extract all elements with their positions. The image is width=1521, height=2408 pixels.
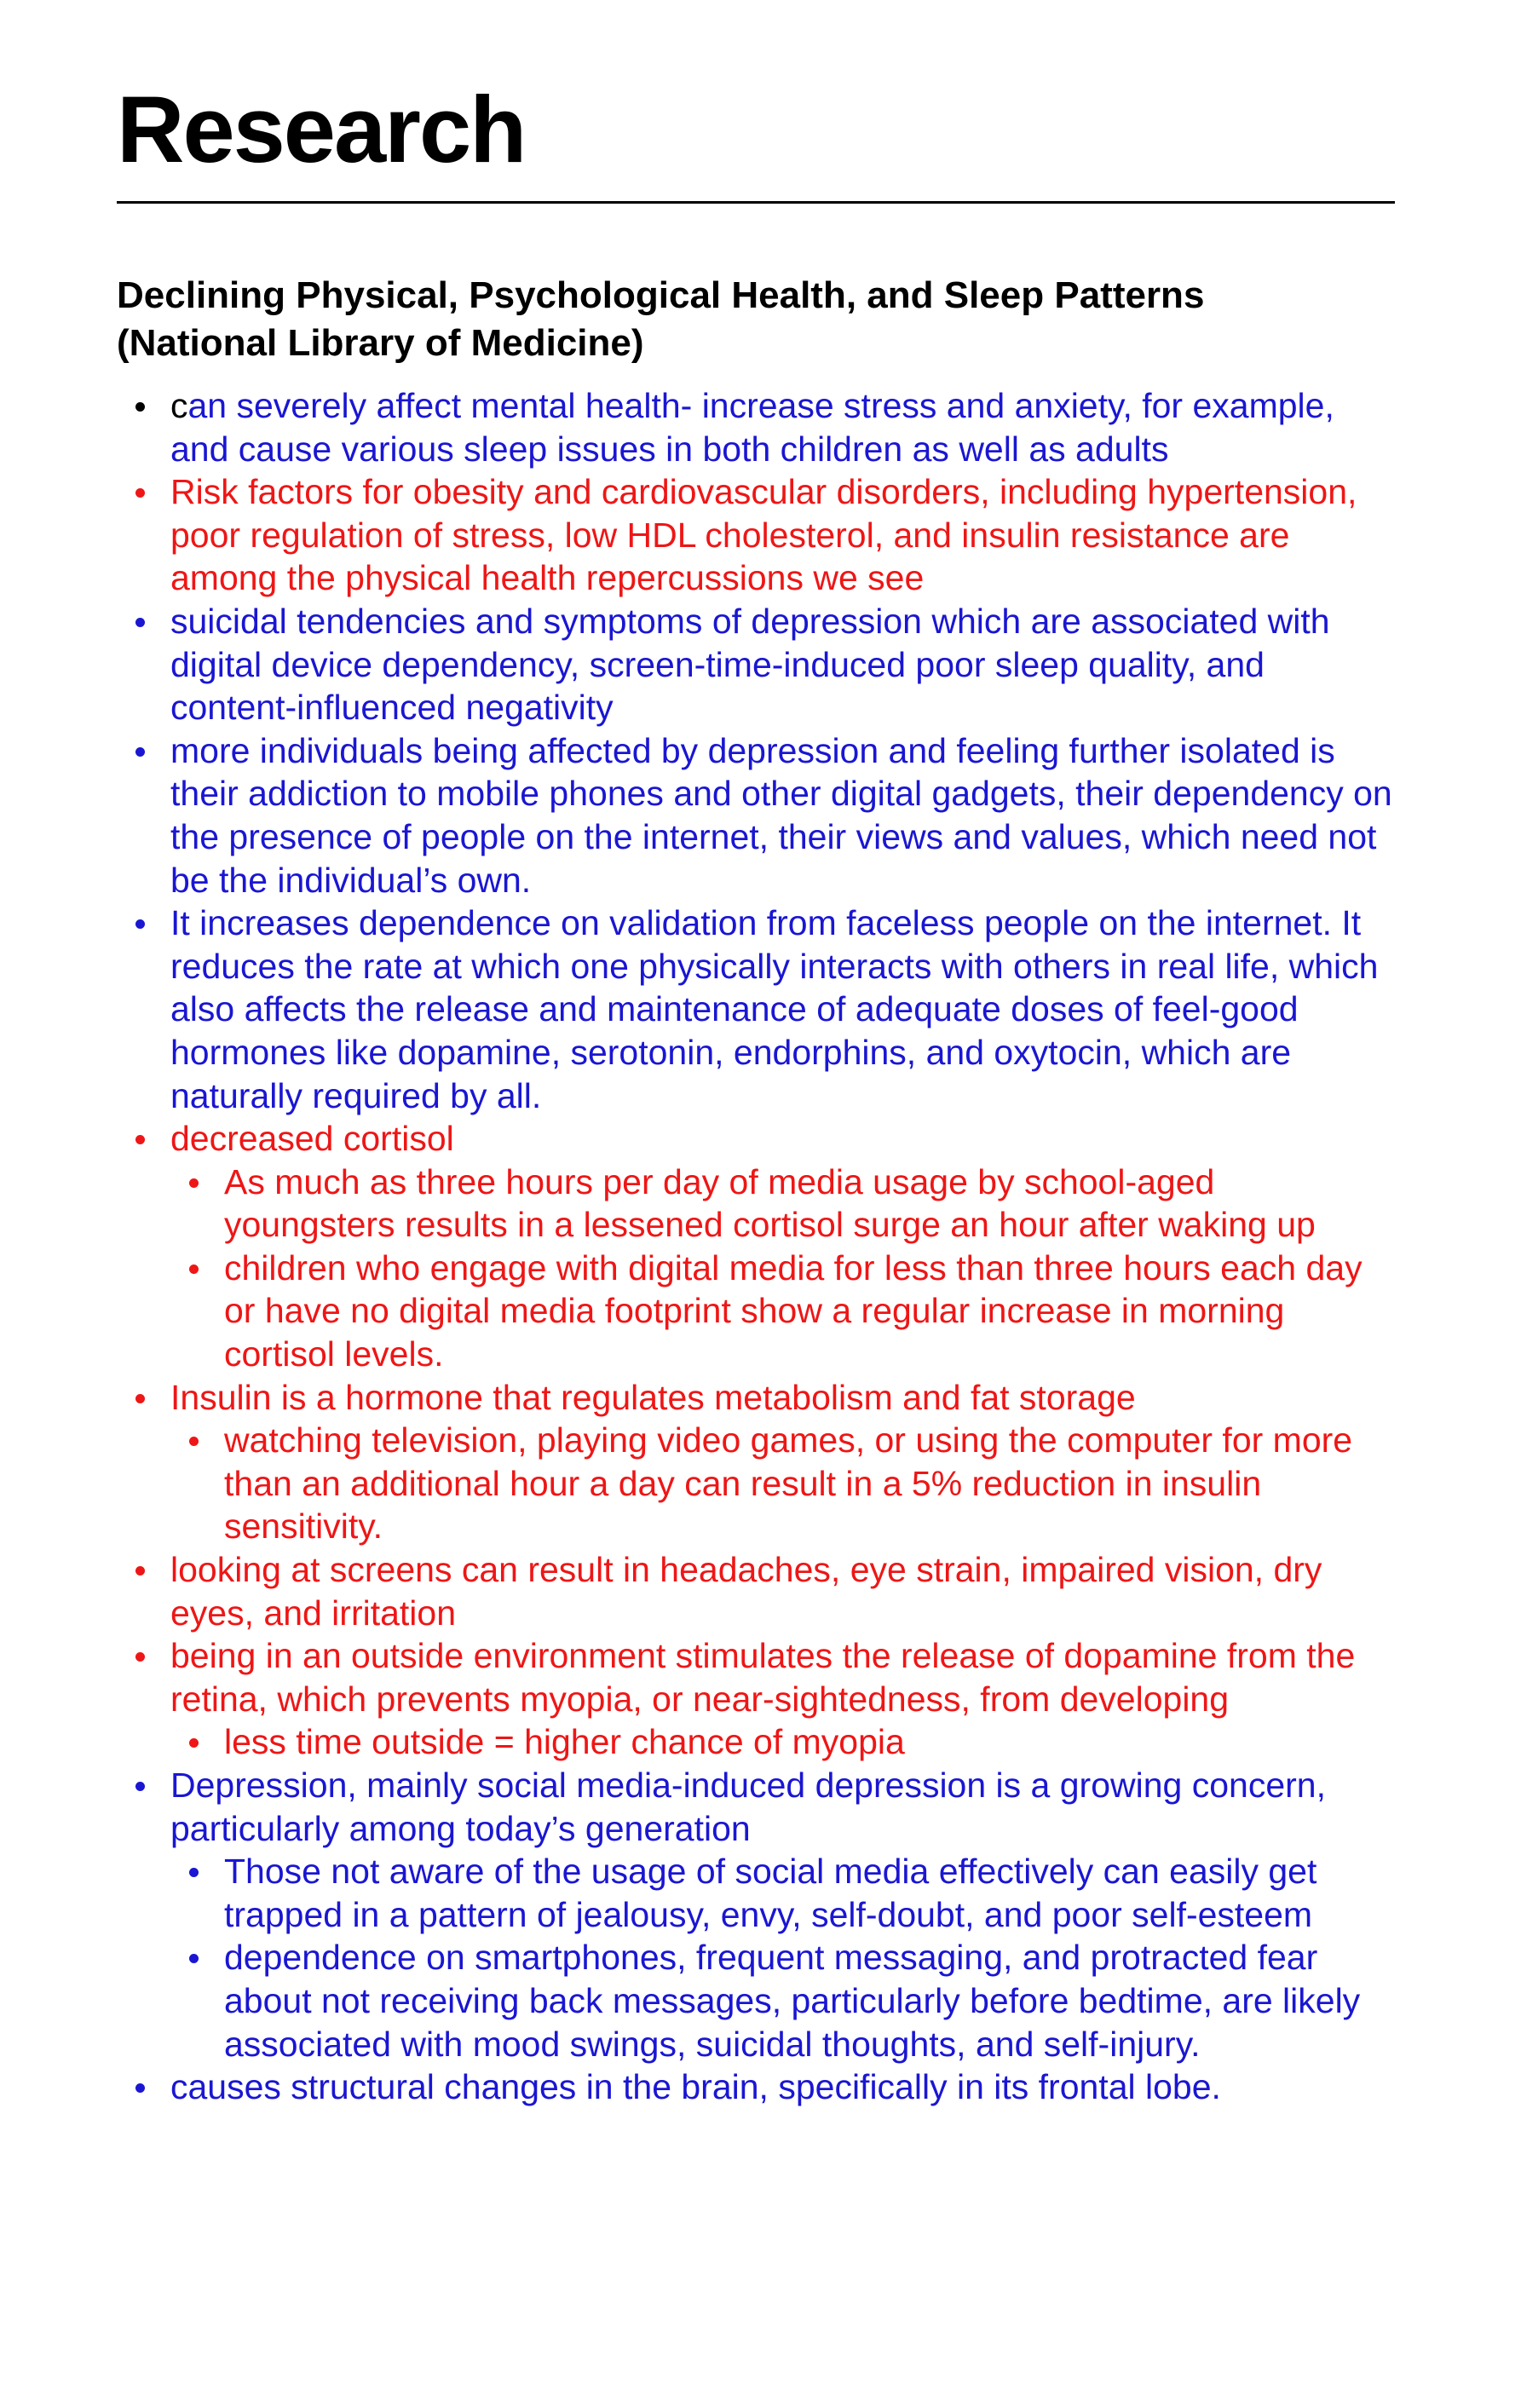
list-item-text: Depression, mainly social media-induced depression is a growing concern, particularly among today’s generation (170, 1766, 1326, 1848)
bullet-dot-icon (135, 1652, 145, 1662)
sub-list-item (170, 1247, 1395, 1376)
sub-list-item (170, 1936, 1395, 2065)
first-letter: c (170, 386, 188, 425)
bullet-dot-icon (189, 1178, 199, 1188)
research-bullet-list (117, 384, 1395, 2109)
sub-list-item (170, 1161, 1395, 1247)
list-item (117, 470, 1395, 600)
bullet-dot-icon (189, 1868, 199, 1877)
bullet-dot-icon (135, 488, 145, 498)
list-item-text: more individuals being affected by depression and feeling further isolated is their addiction to mobile phones and other digital gadgets, their dependency on the presence of people on the internet, their views and values, which need not be the individual’s own. (170, 730, 1392, 900)
document-page (117, 0, 1395, 2109)
bullet-dot-icon (135, 618, 145, 627)
list-item (117, 1764, 1395, 2065)
sub-list (170, 1161, 1395, 1376)
list-item (117, 1117, 1395, 1376)
sub-list-item (170, 1850, 1395, 1936)
bullet-dot-icon (135, 1394, 145, 1403)
page-title: Research (117, 78, 526, 182)
list-item-text: suicidal tendencies and symptoms of depression which are associated with digital device dependency, screen-time-induced poor sleep quality, and content-influenced negativity (170, 601, 1330, 728)
bullet-dot-icon (135, 1566, 145, 1576)
list-item (117, 729, 1395, 902)
title-divider (117, 201, 1395, 204)
bullet-dot-icon (135, 2083, 145, 2093)
list-item (117, 600, 1395, 729)
section-heading: Declining Physical, Psychological Health, and Sleep Patterns (National Library of Medicine) (117, 274, 1205, 364)
bullet-dot-icon (189, 1738, 199, 1748)
bullet-dot-icon (135, 1135, 145, 1144)
list-item (117, 384, 1395, 470)
list-item-text: an severely affect mental health- increase stress and anxiety, for example, and cause various sleep issues in both children as well as adults (170, 386, 1334, 469)
list-item (117, 2065, 1395, 2109)
bullet-dot-icon (189, 1264, 199, 1274)
bullet-dot-icon (189, 1437, 199, 1446)
bullet-dot-icon (135, 919, 145, 929)
list-item-text: being in an outside environment stimulates the release of dopamine from the retina, which prevents myopia, or near-sightedness, from developing (170, 1636, 1356, 1719)
sub-list (170, 1720, 1395, 1764)
bullet-dot-icon (189, 1954, 199, 1963)
sub-list-item (170, 1720, 1395, 1764)
list-item-text: Risk factors for obesity and cardiovascular disorders, including hypertension, poor regulation of stress, low HDL cholesterol, and insulin resistance are among the physical health repercussions we see (170, 472, 1357, 598)
list-item-text: It increases dependence on validation from faceless people on the internet. It reduces the rate at which one physically interacts with others in real life, which also affects the release and maintenance of adequate doses of feel-good hormones like dopamine, serotonin, endorphins, and oxytocin, which are naturally required by all. (170, 903, 1379, 1115)
sub-list-item-text: As much as three hours per day of media usage by school-aged youngsters results in a lessened cortisol surge an hour after waking up (224, 1161, 1316, 1245)
sub-list-item-text: less time outside = higher chance of myopia (224, 1722, 905, 1762)
list-item-text: decreased cortisol (170, 1119, 454, 1159)
list-item-text: Insulin is a hormone that regulates metabolism and fat storage (170, 1377, 1136, 1417)
sub-list (170, 1850, 1395, 2065)
bullet-dot-icon (135, 747, 145, 757)
list-item (117, 1548, 1395, 1634)
bullet-dot-icon (135, 402, 145, 412)
sub-list-item-text: watching television, playing video games, or using the computer for more than an additional hour a day can result in a 5% reduction in insulin sensitivity. (224, 1420, 1353, 1547)
list-item (117, 1634, 1395, 1764)
list-item (117, 902, 1395, 1117)
list-item-text: looking at screens can result in headaches, eye strain, impaired vision, dry eyes, and irritation (170, 1550, 1322, 1633)
list-item (117, 1376, 1395, 1548)
bullet-dot-icon (135, 1782, 145, 1791)
sub-list-item-text: Those not aware of the usage of social media effectively can easily get trapped in a pattern of jealousy, envy, self-doubt, and poor self-esteem (224, 1852, 1317, 1934)
sub-list (170, 1419, 1395, 1548)
list-item-text: causes structural changes in the brain, specifically in its frontal lobe. (170, 2067, 1221, 2107)
sub-list-item-text: dependence on smartphones, frequent messaging, and protracted fear about not receiving back messages, particularly before bedtime, are likely associated with mood swings, suicidal thoughts, and self-injury. (224, 1938, 1361, 2064)
sub-list-item-text: children who engage with digital media for less than three hours each day or have no digital media footprint show a regular increase in morning cortisol levels. (224, 1247, 1363, 1374)
sub-list-item (170, 1419, 1395, 1548)
